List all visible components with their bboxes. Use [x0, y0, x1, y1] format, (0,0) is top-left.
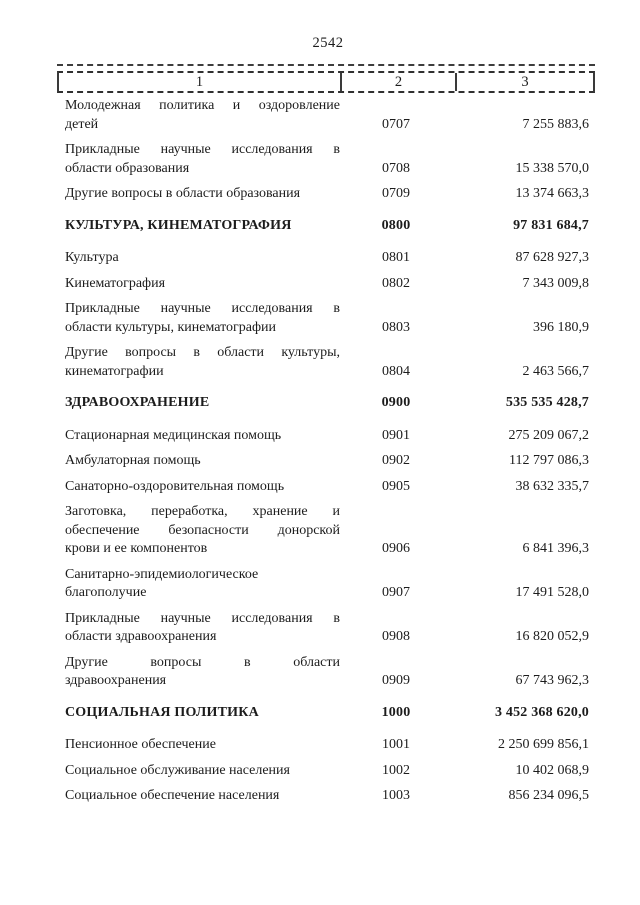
row-label-line: Санитарно-эпидемиологическое	[65, 566, 259, 582]
table-row	[57, 704, 595, 723]
row-code: 0804	[382, 363, 410, 379]
row-amount: 275 209 067,2	[508, 427, 589, 443]
row-label	[57, 566, 340, 603]
row-amount: 7 343 009,8	[522, 275, 589, 291]
row-label-line: Культура	[65, 250, 119, 265]
table-header-row	[57, 71, 595, 93]
row-code: 0906	[382, 541, 410, 556]
row-amount: 10 402 068,9	[515, 762, 589, 778]
table-row	[57, 217, 595, 236]
row-amount: 38 632 335,7	[515, 478, 589, 494]
row-label-line: Прикладные научные исследования в	[65, 301, 340, 316]
row-label	[57, 427, 340, 446]
table-row	[57, 141, 595, 178]
row-label	[57, 610, 340, 647]
row-code: 0908	[382, 629, 410, 644]
row-label-line: Санаторно-оздоровительная помощь	[65, 478, 285, 494]
row-label-line: детей	[65, 116, 99, 132]
row-label	[57, 787, 340, 806]
table-row	[57, 478, 595, 497]
row-code: 0803	[382, 319, 410, 335]
row-label	[57, 654, 340, 691]
table-row	[57, 762, 595, 781]
table-row	[57, 654, 595, 691]
table-top-rule	[57, 64, 595, 66]
row-code: 0802	[382, 275, 410, 291]
row-code: 1000	[381, 704, 411, 720]
row-label	[57, 275, 340, 294]
table-row	[57, 97, 595, 134]
row-code: 1002	[382, 762, 410, 778]
table-row	[57, 736, 595, 755]
row-amount: 6 841 396,3	[522, 541, 589, 556]
row-label	[57, 97, 340, 134]
row-label	[57, 141, 340, 178]
row-amount: 112 797 086,3	[509, 453, 589, 468]
row-label	[57, 736, 340, 755]
row-label-line: здравоохранения	[65, 673, 167, 688]
row-label-line: Прикладные научные исследования в	[65, 142, 340, 157]
row-label-line: Амбулаторная помощь	[65, 453, 201, 468]
row-amount: 16 820 052,9	[515, 629, 589, 644]
table-row	[57, 249, 595, 268]
row-label	[57, 478, 340, 497]
row-label-line: Пенсионное обеспечение	[65, 737, 216, 752]
row-amount: 67 743 962,3	[515, 673, 589, 688]
row-amount: 7 255 883,6	[522, 116, 589, 132]
row-code: 0905	[382, 478, 410, 494]
row-amount: 87 628 927,3	[515, 250, 589, 265]
row-code: 0709	[382, 186, 410, 201]
row-code: 1003	[382, 788, 410, 803]
row-label	[57, 704, 340, 723]
row-label-line: Прикладные научные исследования в	[65, 610, 340, 626]
row-label-line: ЗДРАВООХРАНЕНИЕ	[65, 395, 210, 410]
row-code: 0900	[381, 395, 411, 410]
row-code: 0907	[382, 585, 410, 600]
table-header-cell-1: 1	[195, 73, 204, 90]
row-label	[57, 185, 340, 204]
row-amount: 97 831 684,7	[513, 217, 589, 233]
row-code: 0707	[382, 116, 410, 132]
row-code: 1001	[382, 737, 410, 752]
row-amount: 2 250 699 856,1	[498, 737, 589, 752]
row-label-line: Другие вопросы в области культуры,	[65, 345, 340, 360]
table-row	[57, 566, 595, 603]
table-row	[57, 452, 595, 471]
page-number: 2542	[312, 35, 344, 51]
table-body	[57, 96, 595, 806]
row-label	[57, 503, 340, 559]
row-amount: 15 338 570,0	[515, 160, 589, 176]
row-label	[57, 249, 340, 268]
row-amount: 856 234 096,5	[508, 788, 589, 803]
row-label-line: СОЦИАЛЬНАЯ ПОЛИТИКА	[65, 704, 259, 720]
table-row	[57, 503, 595, 559]
table-header-cell-2: 2	[340, 73, 457, 91]
row-label	[57, 452, 340, 471]
row-label-line: Социальное обеспечение населения	[65, 788, 280, 803]
row-label-line: Стационарная медицинская помощь	[65, 427, 282, 443]
row-amount: 2 463 566,7	[522, 363, 589, 379]
row-code: 0801	[382, 250, 410, 265]
row-label-line: Молодежная политика и оздоровление	[65, 98, 340, 113]
row-label-line: Другие вопросы в области	[65, 654, 340, 670]
table-row	[57, 427, 595, 446]
row-label-line: области образования	[65, 160, 190, 176]
row-label-line: обеспечение безопасности донорской	[65, 522, 340, 538]
row-label-line: Другие вопросы в области образования	[65, 186, 301, 201]
row-amount: 17 491 528,0	[515, 585, 589, 600]
row-label-line: области здравоохранения	[65, 629, 217, 644]
row-code: 0708	[382, 160, 410, 176]
row-code: 0909	[382, 673, 410, 688]
table-row	[57, 394, 595, 413]
row-label	[57, 762, 340, 781]
row-label-line: кинематографии	[65, 363, 164, 379]
row-label-line: Заготовка, переработка, хранение и	[65, 504, 340, 519]
row-amount: 13 374 663,3	[515, 186, 589, 201]
table-header-cell-3: 3	[521, 73, 529, 90]
table-row	[57, 344, 595, 381]
row-amount: 396 180,9	[533, 319, 589, 335]
row-code: 0901	[382, 427, 410, 443]
row-label-line: Социальное обслуживание населения	[65, 762, 290, 778]
row-label	[57, 217, 340, 236]
row-label-line: КУЛЬТУРА, КИНЕМАТОГРАФИЯ	[65, 217, 292, 233]
row-label	[57, 344, 340, 381]
row-label-line: благополучие	[65, 585, 147, 600]
table-row	[57, 300, 595, 337]
row-code: 0902	[382, 453, 410, 468]
table-row	[57, 185, 595, 204]
row-label-line: области культуры, кинематографии	[65, 319, 277, 335]
row-code: 0800	[381, 217, 411, 233]
row-label	[57, 300, 340, 337]
row-amount: 535 535 428,7	[505, 395, 589, 410]
table-row	[57, 610, 595, 647]
row-label-line: крови и ее компонентов	[65, 541, 208, 556]
row-label	[57, 394, 340, 413]
row-label-line: Кинематография	[65, 275, 166, 291]
table-row	[57, 787, 595, 806]
table-row	[57, 275, 595, 294]
row-amount: 3 452 368 620,0	[495, 704, 589, 720]
